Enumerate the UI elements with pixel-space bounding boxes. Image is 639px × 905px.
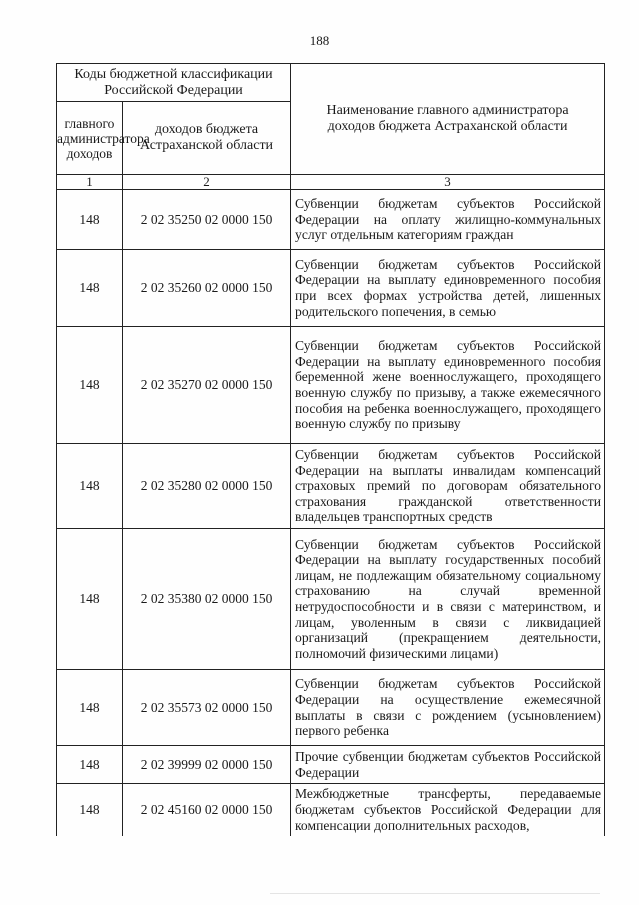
table-row — [57, 670, 605, 746]
page-number: 188 — [309, 33, 330, 48]
name-cell: Субвенции бюджетам субъектов Российской Федерации на оплату жилищно-коммунальных услуг отдельным категориям граждан — [291, 190, 605, 250]
table-row — [57, 190, 605, 250]
admin-code-cell: 148 — [57, 444, 123, 529]
income-code-cell: 2 02 35260 02 0000 150 — [123, 250, 291, 327]
col-number-2: 2 — [123, 175, 291, 190]
admin-code-cell: 148 — [57, 190, 123, 250]
admin-code-cell: 148 — [57, 784, 123, 836]
admin-code-cell: 148 — [57, 250, 123, 327]
admin-code-cell: 148 — [57, 670, 123, 746]
table-row — [57, 327, 605, 444]
name-cell: Субвенции бюджетам субъектов Российской Федерации на выплату единовременного пособия при всех формах устройства детей, лишенных родительского попечения, в семью — [291, 250, 605, 327]
admin-code-cell: 148 — [57, 327, 123, 444]
name-cell: Межбюджетные трансферты, передаваемые бюджетам субъектов Российской Федерации для компенсации дополнительных расходов, — [291, 784, 605, 836]
col1-header: главного администратора доходов — [57, 102, 123, 175]
admin-code-cell: 148 — [57, 746, 123, 784]
income-code-cell: 2 02 35270 02 0000 150 — [123, 327, 291, 444]
income-code-cell: 2 02 45160 02 0000 150 — [123, 784, 291, 836]
col3-header: Наименование главного администратора доходов бюджета Астраханской области — [291, 64, 605, 175]
table-row — [57, 784, 605, 836]
col2-header: доходов бюджета Астраханской области — [123, 102, 291, 175]
table-row — [57, 444, 605, 529]
admin-code-cell: 148 — [57, 529, 123, 670]
name-cell: Субвенции бюджетам субъектов Российской Федерации на осуществление ежемесячной выплаты в связи с рождением (усыновлением) первого ребенка — [291, 670, 605, 746]
name-cell: Субвенции бюджетам субъектов Российской Федерации на выплаты инвалидам компенсаций страховых премий по договорам обязательного страхования гражданской ответственности владельцев транспортных средств — [291, 444, 605, 529]
income-code-cell: 2 02 35280 02 0000 150 — [123, 444, 291, 529]
table-row — [57, 529, 605, 670]
income-code-cell: 2 02 39999 02 0000 150 — [123, 746, 291, 784]
codes-group-header: Коды бюджетной классификации Российской Федерации — [57, 64, 291, 102]
income-code-cell: 2 02 35250 02 0000 150 — [123, 190, 291, 250]
income-code-cell: 2 02 35380 02 0000 150 — [123, 529, 291, 670]
name-cell: Прочие субвенции бюджетам субъектов Российской Федерации — [291, 746, 605, 784]
income-code-cell: 2 02 35573 02 0000 150 — [123, 670, 291, 746]
table-row — [57, 250, 605, 327]
name-cell: Субвенции бюджетам субъектов Российской Федерации на выплату государственных пособий лицам, не подлежащим обязательному социальному страхованию на случай временной нетрудоспособности и в связи с материнством, и лицам, уволенным в связи с ликвидацией организаций (прекращением деятельности, полномочий физическими лицами) — [291, 529, 605, 670]
table-row — [57, 746, 605, 784]
scan-edge-divider — [270, 893, 600, 894]
col-number-3: 3 — [291, 175, 605, 190]
name-cell: Субвенции бюджетам субъектов Российской Федерации на выплату единовременного пособия беременной жене военнослужащего, проходящего военную службу по призыву, а также ежемесячного пособия на ребенка военнослужащего, проходящего военную службу по призыву — [291, 327, 605, 444]
col-number-1: 1 — [57, 175, 123, 190]
budget-classification-table — [56, 63, 605, 836]
